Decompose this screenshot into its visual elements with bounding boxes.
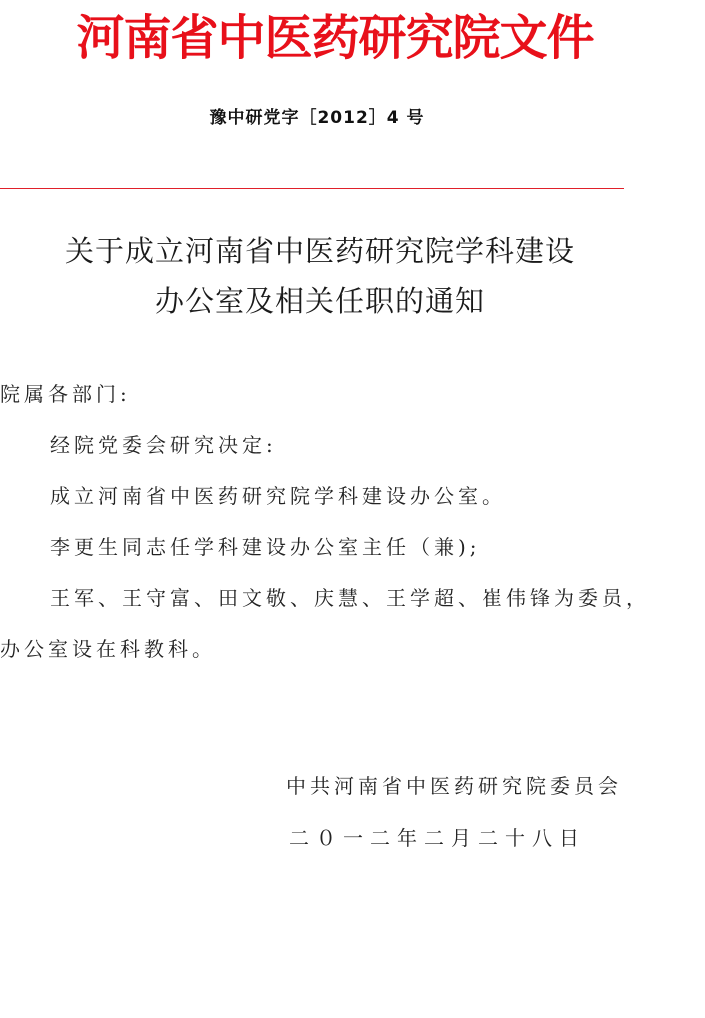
body-paragraph: 王军、王守富、田文敬、庆慧、王学超、崔伟锋为委员， — [50, 586, 650, 610]
body-paragraph: 经院党委会研究决定: — [50, 433, 277, 457]
organization-header-title: 河南省中医药研究院文件 — [76, 10, 594, 66]
signature-block — [0, 760, 622, 864]
notice-body — [0, 369, 660, 675]
issuer-name: 中共河南省中医药研究院委员会 — [286, 774, 622, 798]
document-number: 豫中研党字［2012］4 号 — [209, 108, 425, 128]
issue-date: 二０一二年二月二十八日 — [289, 826, 586, 850]
salutation: 院属各部门: — [0, 382, 131, 406]
body-paragraph: 李更生同志任学科建设办公室主任（兼); — [50, 535, 481, 559]
notice-title-line-1: 关于成立河南省中医药研究院学科建设 — [64, 234, 575, 268]
red-separator-line — [0, 188, 624, 189]
body-paragraph: 办公室设在科教科。 — [0, 637, 216, 661]
body-paragraph: 成立河南省中医药研究院学科建设办公室。 — [50, 484, 506, 508]
notice-title-line-2: 办公室及相关任职的通知 — [154, 284, 485, 318]
notice-title — [0, 226, 640, 326]
